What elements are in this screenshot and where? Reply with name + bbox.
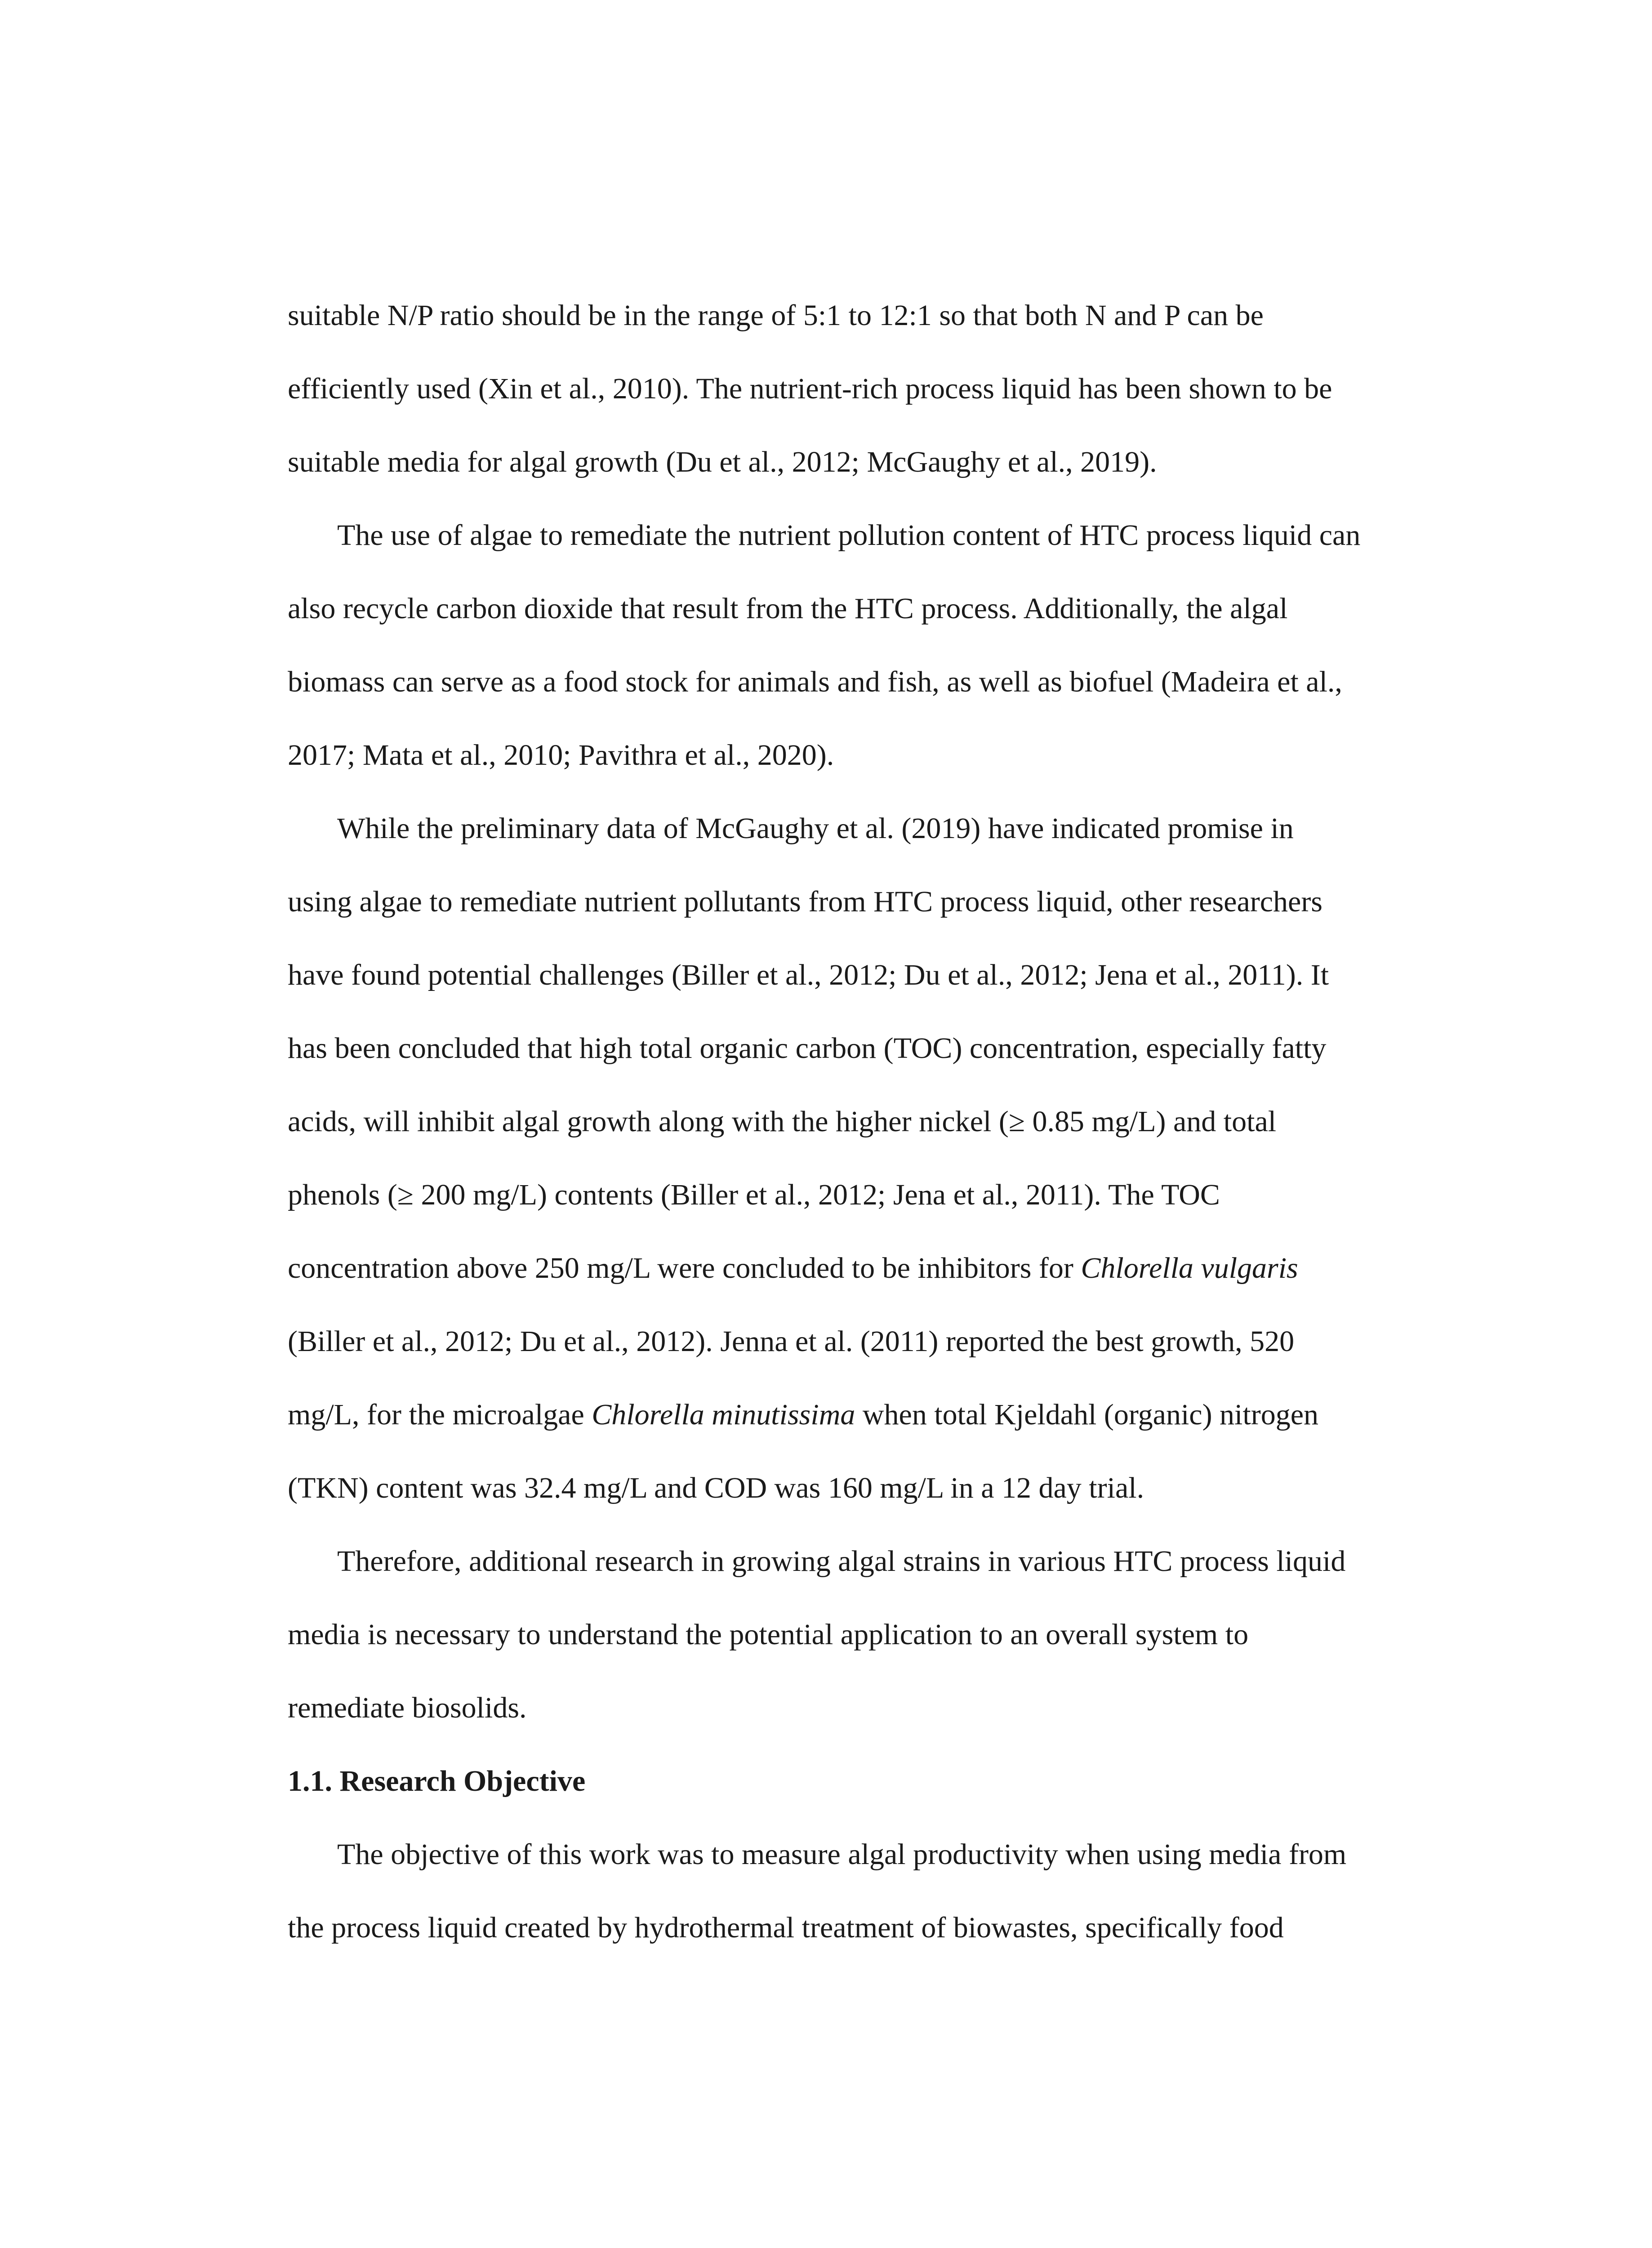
paragraph-line: remediate biosolids. [288, 1691, 527, 1724]
paragraph-line: (TKN) content was 32.4 mg/L and COD was 160 mg/L in a 12 day trial. [288, 1472, 1144, 1504]
paragraph-line: Therefore, additional research in growing algal strains in various HTC process liquid [337, 1545, 1346, 1578]
section-heading: 1.1. Research Objective [288, 1765, 586, 1798]
paragraph-line: efficiently used (Xin et al., 2010). The nutrient-rich process liquid has been shown to be [288, 372, 1332, 405]
text-run: concentration above 250 mg/L were concluded to be inhibitors for [288, 1252, 1081, 1285]
paragraph-line [288, 1231, 1438, 1305]
paragraph-line: 2017; Mata et al., 2010; Pavithra et al., 2020). [288, 739, 834, 772]
paragraph-line: have found potential challenges (Biller et al., 2012; Du et al., 2012; Jena et al., 2011). It [288, 959, 1329, 991]
text-run: mg/L, for the microalgae [288, 1398, 592, 1431]
body-text [288, 279, 1438, 1964]
paragraph-line: The use of algae to remediate the nutrient pollution content of HTC process liquid can [337, 519, 1361, 552]
paragraph-line: acids, will inhibit algal growth along with the higher nickel (≥ 0.85 mg/L) and total [288, 1105, 1277, 1138]
paragraph-line [288, 1378, 1438, 1451]
paragraph-line: using algae to remediate nutrient pollutants from HTC process liquid, other researchers [288, 885, 1322, 918]
species-name: Chlorella minutissima [592, 1398, 855, 1431]
species-name: Chlorella vulgaris [1081, 1252, 1298, 1285]
paragraph-line: has been concluded that high total organic carbon (TOC) concentration, especially fatty [288, 1032, 1327, 1065]
text-run: when total Kjeldahl (organic) nitrogen [855, 1398, 1318, 1431]
paragraph-line: suitable media for algal growth (Du et al., 2012; McGaughy et al., 2019). [288, 446, 1157, 478]
paragraph-line: (Biller et al., 2012; Du et al., 2012). Jenna et al. (2011) reported the best growth, 520 [288, 1325, 1295, 1358]
paragraph-line: biomass can serve as a food stock for animals and fish, as well as biofuel (Madeira et al., [288, 665, 1342, 698]
paragraph-line: the process liquid created by hydrothermal treatment of biowastes, specifically food [288, 1911, 1284, 1944]
paragraph-line: suitable N/P ratio should be in the range of 5:1 to 12:1 so that both N and P can be [288, 299, 1264, 332]
paragraph-line: also recycle carbon dioxide that result from the HTC process. Additionally, the algal [288, 592, 1288, 625]
paragraph-line: The objective of this work was to measure algal productivity when using media from [337, 1838, 1347, 1871]
paragraph-line: phenols (≥ 200 mg/L) contents (Biller et al., 2012; Jena et al., 2011). The TOC [288, 1178, 1220, 1211]
paragraph-line: While the preliminary data of McGaughy et al. (2019) have indicated promise in [337, 812, 1294, 845]
paragraph-line: media is necessary to understand the potential application to an overall system to [288, 1618, 1249, 1651]
